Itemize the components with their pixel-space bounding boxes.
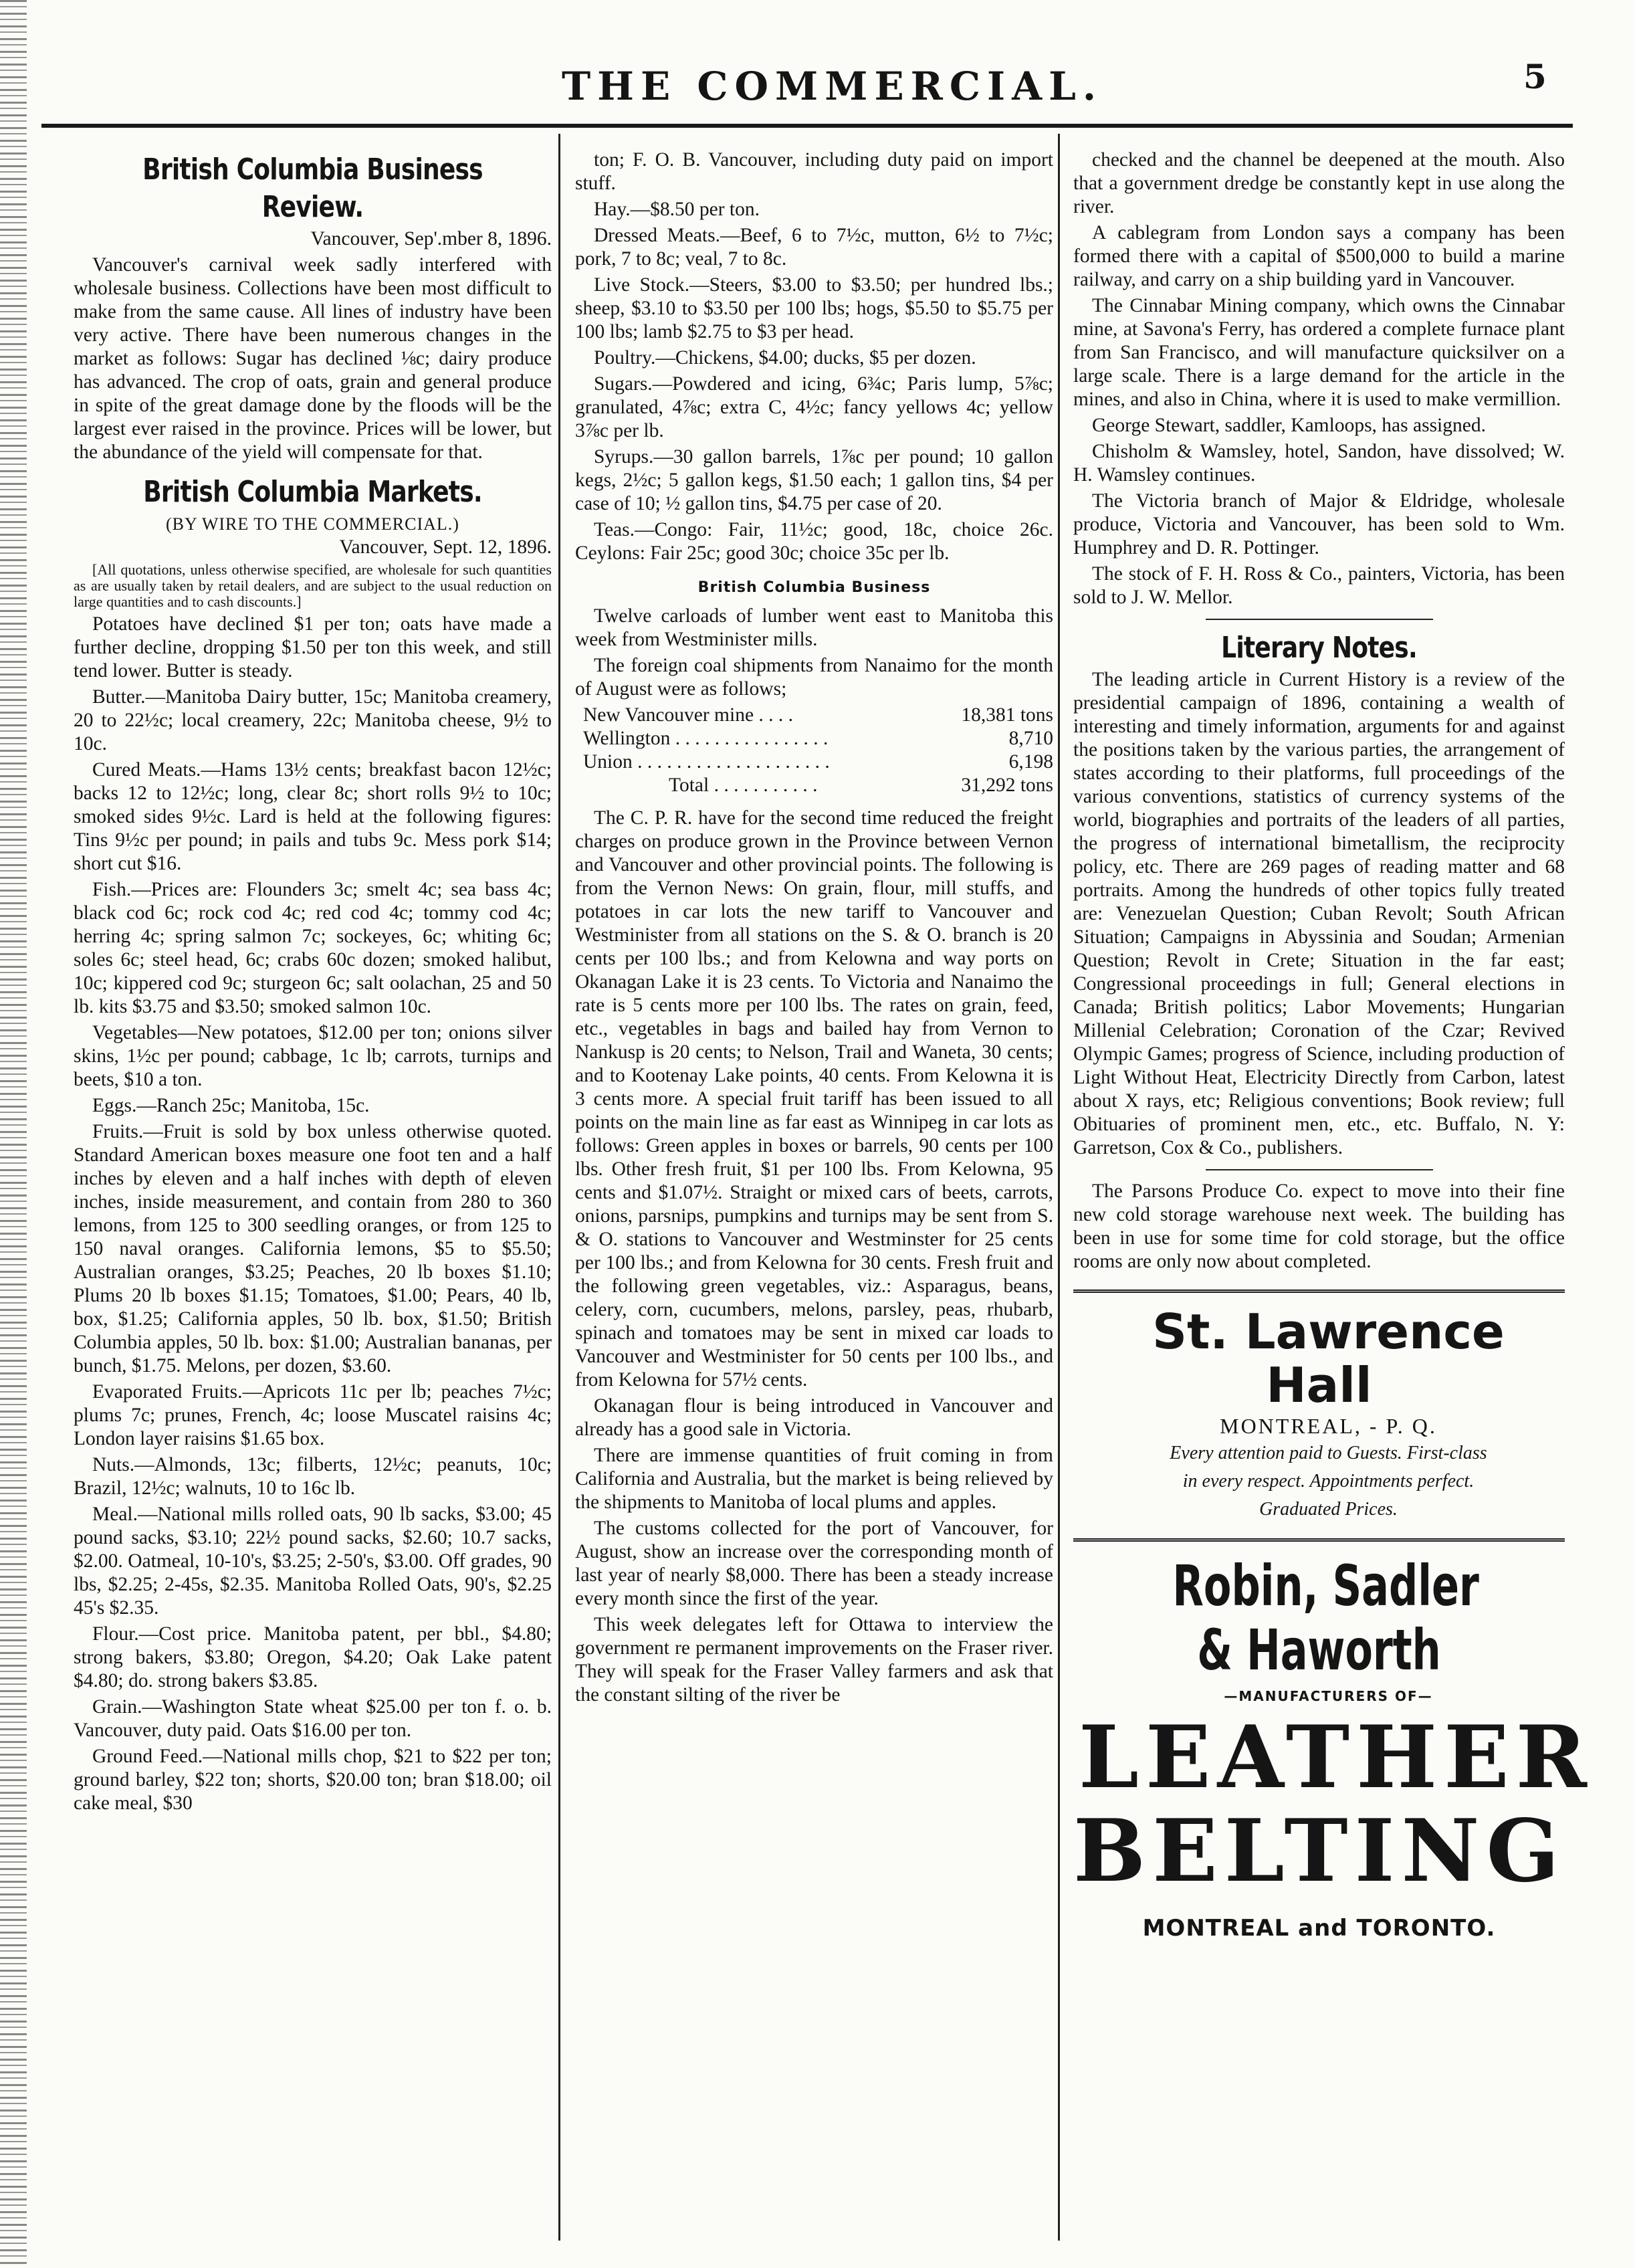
paragraph: Potatoes have declined $1 per ton; oats have made a further decline, dropping $1.50 per ton this week, and still tend lower. Butter is steady. — [74, 613, 552, 682]
st-lawrence-hall-ad — [1073, 1305, 1565, 1522]
paragraph: Fish.—Prices are: Flounders 3c; smelt 4c; sea bass 4c; black cod 6c; rock cod 4c; red cod 4c; tommy cod 4c; herring 4c; spring salmon 7c; sockeyes, 6c; whiting 6c; soles 6c; steel head, 6c; crabs 60c dozen; smoked halibut, 10c; kippered cod 9c; sturgeon 6c; salt oolachan, 25 and 50 lb. kits $3.75 and $3.50; smoked salmon 10c. — [74, 879, 552, 1017]
paragraph: Chisholm & Wamsley, hotel, Sandon, have dissolved; W. H. Wamsley continues. — [1073, 441, 1565, 486]
ad-tagline: Every attention paid to Guests. First-class — [1170, 1443, 1487, 1463]
coal-total-value: 31,292 tons — [961, 775, 1053, 796]
paragraph: Evaporated Fruits.—Apricots 11c per lb; peaches 7½c; plums 7c; prunes, French, 4c; loose Muscatel raisins 4c; London layer raisins $1.65 box. — [74, 1381, 552, 1449]
ad-tagline: in every respect. Appointments perfect. — [1182, 1471, 1475, 1491]
paragraph: Butter.—Manitoba Dairy butter, 15c; Manitoba creamery, 20 to 22½c; local creamery, 22c; Manitoba cheese, 9½ to 10c. — [74, 686, 552, 754]
column-2 — [575, 148, 1053, 1710]
coal-row — [583, 750, 1053, 774]
paragraph: Sugars.—Powdered and icing, 6¾c; Paris lump, 5⅞c; granulated, 4⅞c; extra C, 4½c; fancy yellows 4c; yellow 3⅞c per lb. — [575, 373, 1053, 441]
paragraph: The customs collected for the port of Vancouver, for August, show an increase over the corresponding month of last year of nearly $8,000. There has been a steady increase every month since the first of the year. — [575, 1518, 1053, 1609]
business-heading: British Columbia Business — [697, 579, 931, 596]
coal-total-row — [669, 774, 1053, 797]
ad-footer: MONTREAL and TORONTO. — [1142, 1915, 1496, 1942]
business-news — [575, 807, 1053, 1707]
ad-city: MONTREAL, - P. Q. — [1220, 1414, 1437, 1438]
paragraph: Eggs.—Ranch 25c; Manitoba, 15c. — [92, 1095, 370, 1116]
ad-title: Robin, Sadler & Haworth — [1172, 1553, 1479, 1683]
business-paragraph: Twelve carloads of lumber went east to Manitoba this week from Westminister mills. — [575, 605, 1053, 650]
markets-continued — [575, 148, 1053, 565]
paragraph: The stock of F. H. Ross & Co., painters, Victoria, has been sold to J. W. Mellor. — [1073, 563, 1565, 608]
markets-paragraphs — [74, 613, 552, 1815]
markets-subheading: (BY WIRE TO THE COMMERCIAL.) — [166, 514, 459, 534]
paragraph: ton; F. O. B. Vancouver, including duty paid on import stuff. — [575, 149, 1053, 194]
business-paragraph: The foreign coal shipments from Nanaimo for the month of August were as follows; — [575, 655, 1053, 700]
coal-mine-name: Wellington . . . . . . . . . . . . . . . . — [583, 728, 829, 749]
coal-tonnage: 8,710 — [1008, 728, 1053, 749]
coal-tonnage: 18,381 tons — [961, 704, 1053, 726]
masthead: THE COMMERCIAL. — [562, 64, 1103, 109]
ad-subtitle: —MANUFACTURERS OF— — [1224, 1688, 1433, 1704]
paragraph: Vegetables—New potatoes, $12.00 per ton; onions silver skins, 1½c per pound; cabbage, 1c lb; carrots, turnips and beets, $10 a ton. — [74, 1022, 552, 1090]
scan-edge — [0, 0, 27, 2268]
business-news-continued — [1073, 148, 1565, 609]
column-3 — [1073, 148, 1594, 1942]
paragraph: The Victoria branch of Major & Eldridge, wholesale produce, Victoria and Vancouver, has been sold to Wm. Humphrey and D. R. Pottinger. — [1073, 490, 1565, 558]
coal-mine-name: Union . . . . . . . . . . . . . . . . . . . . — [583, 751, 830, 772]
paragraph: Ground Feed.—National mills chop, $21 to $22 per ton; ground barley, $22 ton; shorts, $20.00 ton; bran $18.00; oil cake meal, $30 — [74, 1746, 552, 1814]
header-rule — [41, 124, 1573, 128]
literary-heading: Literary Notes. — [1221, 631, 1417, 665]
coal-table — [575, 704, 1053, 774]
paragraph: Live Stock.—Steers, $3.00 to $3.50; per hundred lbs.; sheep, $3.10 to $3.50 per 100 lbs; hogs, $5.50 to $5.75 per 100 lbs; lamb $2.75 to $3 per head. — [575, 274, 1053, 342]
paragraph: Syrups.—30 gallon barrels, 1⅞c per pound; 10 gallon kegs, 2½c; 5 gallon kegs, $1.50 each; 1 gallon tins, $4 per case of 10; ½ gallon tins, $4.75 per case of 20. — [575, 446, 1053, 514]
review-heading: British Columbia Business Review. — [142, 152, 483, 224]
column-divider — [1058, 134, 1060, 2241]
markets-note: [All quotations, unless otherwise specified, are wholesale for such quantities as are usually taken by retail dealers, and are subject to the usual reduction on large quantities and to cash discounts.] — [74, 561, 552, 610]
coal-mine-name: New Vancouver mine . . . . — [583, 704, 794, 726]
markets-dateline: Vancouver, Sept. 12, 1896. — [339, 536, 552, 558]
paragraph: Teas.—Congo: Fair, 11½c; good, 18c, choice 26c. Ceylons: Fair 25c; good 30c; choice 35c per lb. — [575, 519, 1053, 564]
ad-headline: LEATHER — [1079, 1708, 1594, 1808]
paragraph: George Stewart, saddler, Kamloops, has assigned. — [1092, 415, 1486, 436]
leather-belting-ad — [1073, 1553, 1594, 1942]
paragraph: Hay.—$8.50 per ton. — [594, 199, 760, 220]
paragraph: Meal.—National mills rolled oats, 90 lb sacks, $3.00; 45 pound sacks, $3.10; 22½ pound sacks, $2.60; 10.7 sacks, $2.00. Oatmeal, 10-10's, $3.25; 2-50's, $3.00. Off grades, 90 lbs, $2.25; 2-45s, $2.35. Manitoba Rolled Oats, 90's, $2.25 45's $2.35. — [74, 1504, 552, 1619]
page-number: 5 — [1523, 57, 1547, 96]
paragraph: Grain.—Washington State wheat $25.00 per ton f. o. b. Vancouver, duty paid. Oats $16.00 per ton. — [74, 1696, 552, 1741]
paragraph: The C. P. R. have for the second time reduced the freight charges on produce grown in the Province between Vernon and Vancouver and other provincial points. The following is from the Vernon News: On grain, flour, mill stuffs, and potatoes in car lots the new tariff to Vancouver and Westminister from all stations on the S. & O. branch is 20 cents per 100 lbs.; and from Kelowna and way ports on Okanagan Lake it is 23 cents. To Victoria and Nanaimo the rate is 5 cents more per 100 lbs. The rates on grain, feed, etc., vegetables in bags and bailed hay from Vernon to Nankusp is 20 cents; to Nelson, Trail and Waneta, 30 cents; and to Kootenay Lake points, 40 cents. From Kelowna it is 3 cents more. A special fruit tariff has been issued to all points on the main line as far east as Winnipeg in car lots as follows: Green apples in boxes or barrels, 90 cents per 100 lbs. Other fresh fruit, $1 per 100 lbs. From Kelowna, 95 cents and $1.07½. Straight or mixed cars of beets, carrots, onions, parsnips, pumpkins and turnips may be sent from S. & O. stations to Vancouver and Westminster for 25 cents per 100 lbs.; and from Kelowna for 30 cents. Fresh fruit and the following green vegetables, viz.: Asparagus, beans, celery, corn, cucumbers, melons, parsley, peas, rhubarb, spinach and tomatoes may be sent in mixed car loads to Vancouver and Westminister for 50 cents per 100 lbs., and from Kelowna for 57½ cents. — [575, 807, 1053, 1390]
paragraph: A cablegram from London says a company has been formed there with a capital of $500,000 to build a marine railway, and carry on a ship building yard in Vancouver. — [1073, 222, 1565, 290]
paragraph: There are immense quantities of fruit coming in from California and Australia, but the market is being relieved by the shipments to Manitoba of local plums and apples. — [575, 1445, 1053, 1513]
coal-row — [583, 727, 1053, 750]
ad-tagline: Graduated Prices. — [1259, 1499, 1398, 1520]
paragraph: Nuts.—Almonds, 13c; filberts, 12½c; peanuts, 10c; Brazil, 12½c; walnuts, 10 to 16c lb. — [74, 1454, 552, 1499]
paragraph: checked and the channel be deepened at the mouth. Also that a government dredge be constantly kept in use along the river. — [1073, 149, 1565, 217]
column-1 — [74, 148, 552, 1818]
paragraph: Poultry.—Chickens, $4.00; ducks, $5 per dozen. — [594, 347, 976, 369]
ad-rule — [1073, 1290, 1565, 1293]
ad-rule — [1073, 1538, 1565, 1542]
parsons-notice: The Parsons Produce Co. expect to move into their fine new cold storage warehouse next week. The building has been in use for some time for cold storage, but the office rooms are only now about completed. — [1073, 1180, 1565, 1272]
paragraph: The Cinnabar Mining company, which owns the Cinnabar mine, at Savona's Ferry, has ordered a complete furnace plant from San Francisco, and will manufacture quicksilver on a large scale. There is a large demand for the article in the mines, and also in China, where it is used to make vermillion. — [1073, 295, 1565, 410]
ad-title: St. Lawrence Hall — [1152, 1304, 1505, 1413]
coal-tonnage: 6,198 — [1008, 751, 1053, 772]
review-body: Vancouver's carnival week sadly interfered with wholesale business. Collections have been most difficult to make from the same cause. All lines of industry have been very active. There have been numerous changes in the market as follows: Sugar has declined ⅛c; dairy produce has advanced. The crop of oats, grain and general produce in spite of the great damage done by the floods will be the largest ever raised in the province. Prices will be lower, but the abundance of the yield will compensate for that. — [74, 254, 552, 463]
coal-row — [583, 704, 1053, 727]
paragraph: This week delegates left for Ottawa to interview the government re permanent improvements on the Fraser river. They will speak for the Fraser Valley farmers and ask that the constant silting of the river be — [575, 1614, 1053, 1706]
literary-body: The leading article in Current History is a review of the presidential campaign of 1896, containing a wealth of interesting and timely information, arguments for and against the positions taken by the various parties, the arrangement of states according to their platforms, full proceedings of the various conventions, statistics of currency systems of the world, biographies and portraits of the leaders of all parties, the progress of international bimetallism, the reciprocity policy, etc. There are 269 pages of reading matter and 68 portraits. Among the hundreds of other topics fully treated are: Venezuelan Question; Cuban Revolt; South African Situation; Campaigns in Abyssinia and Soudan; Armenian Question; Revolt in Crete; Situation in the far east; Congressional proceedings in full; General elections in Canada; British politics; Labor Movements; Hungarian Millenial Celebration; Coronation of the Czar; Revived Olympic Games; progress of Science, including production of Light Without Heat, Electricity Directly from Carbon, latest about X rays, etc; Religious conventions; Book review; full Obituaries of prominent men, etc., etc. Buffalo, N. Y: Garretson, Cox & Co., publishers. — [1073, 669, 1565, 1158]
ad-headline: BELTING — [1073, 1801, 1566, 1901]
paragraph: Fruits.—Fruit is sold by box unless otherwise quoted. Standard American boxes measure one foot ten and a half inches by eleven and a half inches with depth of eleven inches, inside measurement, and contain from 280 to 360 lemons, from 125 to 300 seedling oranges, or from 125 to 150 naval oranges. California lemons, $5 to $5.50; Australian oranges, $3.25; Peaches, 20 lb boxes $1.10; Plums 20 lb boxes $1.15; Tomatoes, $1.00; Pears, 40 lb, box, $1.25; California apples, 50 lb. box, $1.50; British Columbia apples, 50 lb. box: $1.00; Australian bananas, per bunch, $1.75. Melons, per dozen, $3.60. — [74, 1121, 552, 1376]
paragraph: Cured Meats.—Hams 13½ cents; breakfast bacon 12½c; backs 12 to 12½c; long, clear 8c; short rolls 9½ to 10c; smoked sides 9½c. Lard is held at the following figures: Tins 9½c per pound; in pails and tubs 9c. Mess pork $14; short cut $16. — [74, 759, 552, 874]
review-dateline: Vancouver, Sep'.mber 8, 1896. — [310, 228, 552, 249]
paragraph: Dressed Meats.—Beef, 6 to 7½c, mutton, 6½ to 7½c; pork, 7 to 8c; veal, 7 to 8c. — [575, 225, 1053, 270]
column-divider — [558, 134, 560, 2241]
coal-total-label: Total . . . . . . . . . . . — [669, 775, 818, 796]
paragraph: Okanagan flour is being introduced in Vancouver and already has a good sale in Victoria. — [575, 1395, 1053, 1440]
markets-heading: British Columbia Markets. — [143, 475, 482, 509]
section-divider — [1206, 619, 1433, 620]
section-divider — [1206, 1169, 1433, 1170]
paragraph: Flour.—Cost price. Manitoba patent, per bbl., $4.80; strong bakers, $3.80; Oregon, $4.20; Oak Lake patent $4.80; do. strong bakers $3.85. — [74, 1623, 552, 1691]
